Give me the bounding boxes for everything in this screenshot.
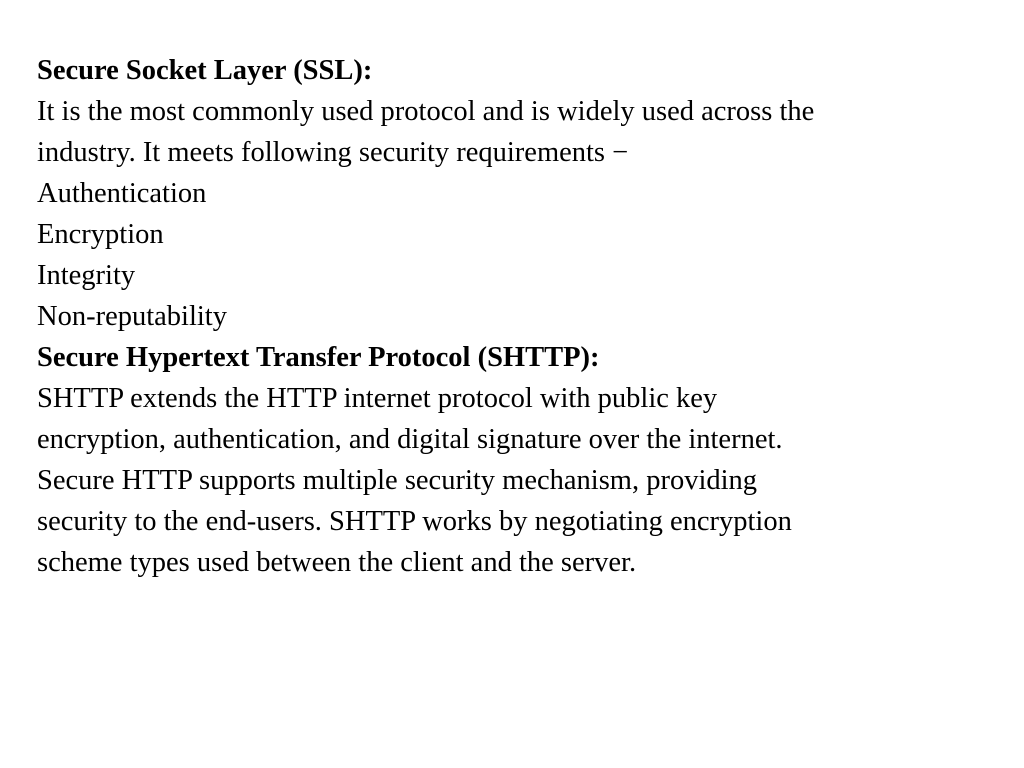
shttp-description-line: security to the end-users. SHTTP works by negotiating encryption: [37, 506, 792, 537]
ssl-description-line: industry. It meets following security requirements −: [37, 137, 629, 168]
shttp-description-line: Secure HTTP supports multiple security mechanism, providing: [37, 465, 758, 496]
shttp-heading: Secure Hypertext Transfer Protocol (SHTTP):: [37, 342, 600, 373]
shttp-section: [37, 337, 997, 583]
slide-content: [37, 50, 997, 583]
requirement-item-authentication: Authentication: [37, 178, 207, 209]
shttp-description-line: scheme types used between the client and the server.: [37, 547, 637, 578]
requirement-item-integrity: Integrity: [37, 260, 136, 291]
shttp-description-line: SHTTP extends the HTTP internet protocol with public key: [37, 383, 718, 414]
requirement-item-encryption: Encryption: [37, 219, 164, 250]
ssl-section: [37, 50, 997, 337]
ssl-requirements-list: [37, 173, 997, 337]
ssl-heading: Secure Socket Layer (SSL):: [37, 55, 373, 86]
ssl-description-line: It is the most commonly used protocol and is widely used across the: [37, 96, 815, 127]
requirement-item-non-reputability: Non-reputability: [37, 301, 227, 332]
shttp-description-line: encryption, authentication, and digital signature over the internet.: [37, 424, 783, 455]
